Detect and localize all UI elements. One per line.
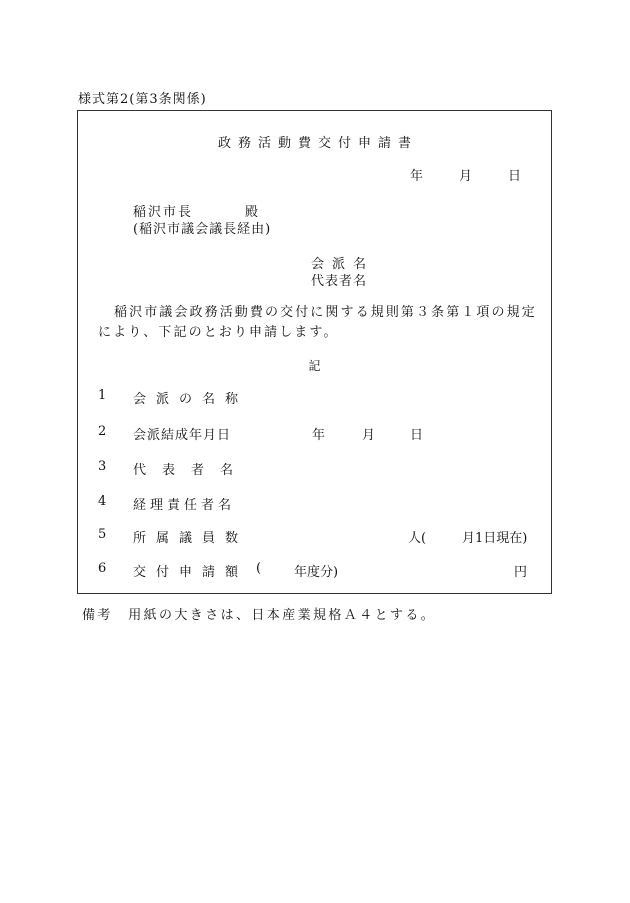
application-date <box>410 165 521 184</box>
addressee-name: 稲沢市長 <box>133 205 194 220</box>
item-number: 4 <box>98 494 107 509</box>
yen-label: 円 <box>514 565 528 580</box>
form-title: 政務活動費交付申請書 <box>217 136 418 151</box>
item-number: 2 <box>98 424 107 439</box>
remarks-note: 備考 用紙の大きさは、日本産業規格Ａ４とする。 <box>82 608 437 623</box>
application-form-frame <box>77 110 552 594</box>
item-label: 経理責任者名 <box>133 498 236 513</box>
item-number: 1 <box>98 388 107 403</box>
item-label: 会派結成年月日 <box>133 428 232 443</box>
founding-month-label: 月 <box>362 428 376 443</box>
founding-year-label: 年 <box>312 428 326 443</box>
ki-heading: 記 <box>308 359 321 373</box>
founding-day-label: 日 <box>410 428 424 443</box>
item-label: 代表者名 <box>133 463 250 478</box>
item-label: 会派の名称 <box>133 392 249 407</box>
fiscal-paren-open: ( <box>256 561 262 576</box>
members-as-of-label: 月1日現在) <box>462 531 528 546</box>
application-body-text: 稲沢市議会政務活動費の交付に関する規則第３条第１項の規定により、下記のとおり申請します。 <box>98 305 537 340</box>
representative-label: 代表者名 <box>311 274 368 289</box>
date-month-label: 月 <box>458 169 472 184</box>
addressee-via: (稲沢市議会議長経由) <box>133 222 272 237</box>
item-number: 5 <box>98 527 107 542</box>
item-label: 所属議員数 <box>133 531 249 546</box>
item-number: 3 <box>98 459 107 474</box>
date-year-label: 年 <box>409 169 423 184</box>
item-number: 6 <box>98 561 107 576</box>
item-label: 交付申請額 <box>133 565 249 580</box>
faction-name-label: 会派名 <box>311 257 375 272</box>
fiscal-year-label: 年度分) <box>294 565 339 580</box>
form-number: 様式第2(第3条関係) <box>78 92 207 107</box>
addressee-honorific: 殿 <box>245 205 259 220</box>
date-day-label: 日 <box>507 169 521 184</box>
members-unit-label: 人( <box>408 531 427 546</box>
